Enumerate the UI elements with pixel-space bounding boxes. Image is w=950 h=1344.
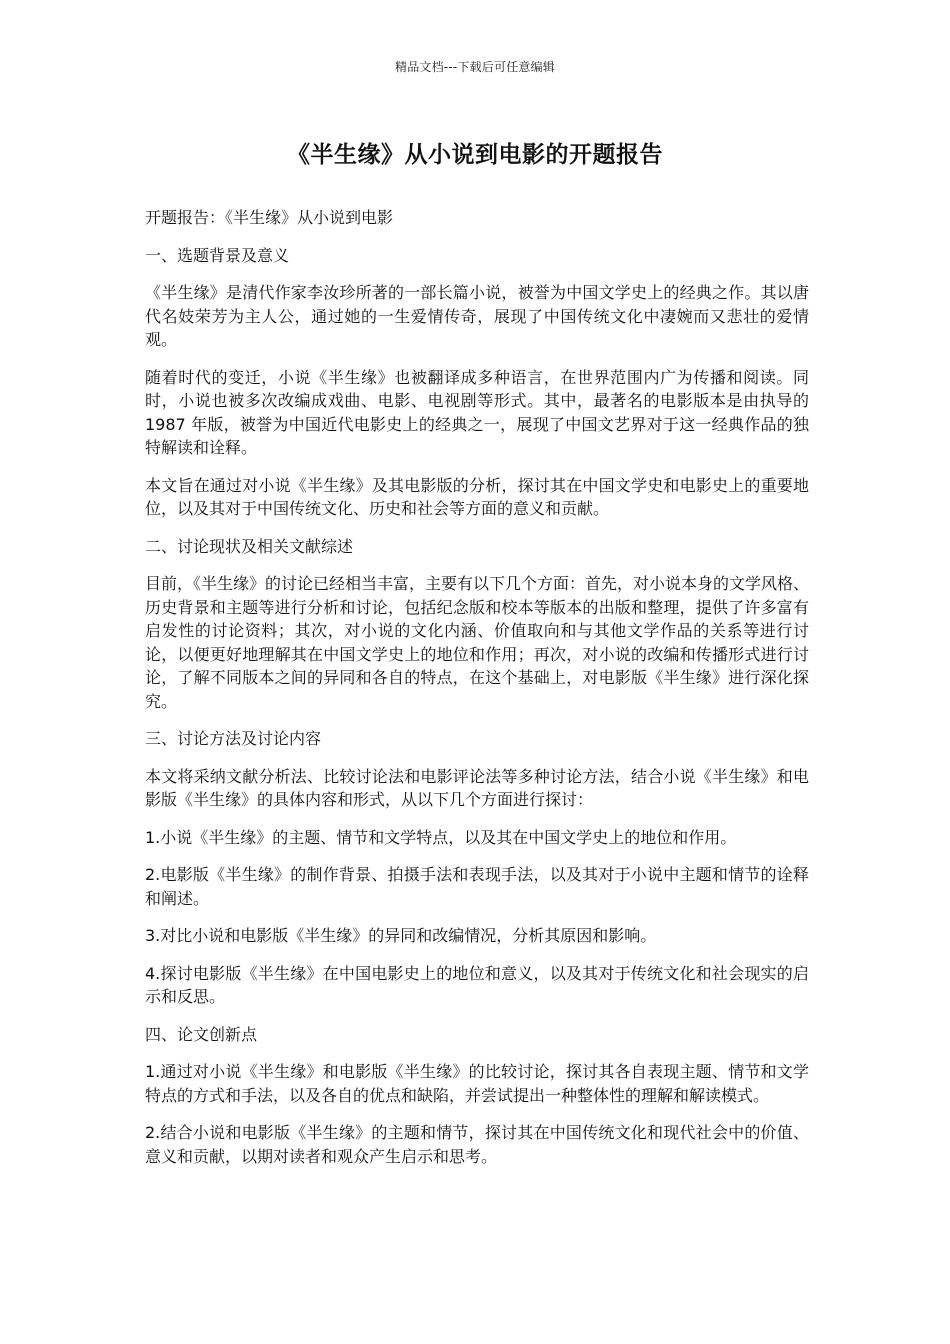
section-heading-innovation: 四、论文创新点 bbox=[145, 1024, 258, 1044]
document-title: 《半生缘》从小说到电影的开题报告 bbox=[287, 142, 663, 168]
list-item: 2.结合小说和电影版《半生缘》的主题和情节，探讨其在中国传统文化和现代社会中的价值、意义和贡献，以期对读者和观众产生启示和思考。 bbox=[145, 1123, 809, 1166]
list-item: 1.通过对小说《半生缘》和电影版《半生缘》的比较讨论，探讨其各自表现主题、情节和文学特点的方式和手法，以及各自的优点和缺陷，并尝试提出一种整体性的理解和解读模式。 bbox=[145, 1062, 809, 1105]
list-item: 1.小说《半生缘》的主题、情节和文学特点，以及其在中国文学史上的地位和作用。 bbox=[145, 827, 737, 847]
paragraph: 随着时代的变迁，小说《半生缘》也被翻译成多种语言，在世界范围内广为传播和阅读。同时，小说也被多次改编成戏曲、电影、电视剧等形式。其中，最著名的电影版本是由执导的 1987 年版，被誉为中国近代电影史上的经典之一，展现了中国文艺界对于这一经典作品的独特解读和诠释。 bbox=[145, 367, 809, 457]
section-heading-background: 一、选题背景及意义 bbox=[145, 245, 290, 265]
list-item: 4.探讨电影版《半生缘》在中国电影史上的地位和意义，以及其对于传统文化和社会现实的启示和反思。 bbox=[145, 963, 809, 1006]
paragraph: 本文旨在通过对小说《半生缘》及其电影版的分析，探讨其在中国文学史和电影史上的重要地位，以及其对于中国传统文化、历史和社会等方面的意义和贡献。 bbox=[145, 475, 809, 518]
header-note: 精品文档---下载后可任意编辑 bbox=[395, 60, 555, 74]
section-heading-methods: 三、讨论方法及讨论内容 bbox=[145, 729, 322, 748]
document-body bbox=[145, 206, 809, 1182]
report-subject: 开题报告：《半生缘》从小说到电影 bbox=[145, 208, 394, 227]
paragraph: 《半生缘》是清代作家李汝珍所著的一部长篇小说，被誉为中国文学史上的经典之作。其以唐代名妓荣芳为主人公，通过她的一生爱情传奇，展现了中国传统文化中凄婉而又悲壮的爱情观。 bbox=[145, 283, 809, 349]
paragraph: 本文将采纳文献分析法、比较讨论法和电影评论法等多种讨论方法，结合小说《半生缘》和电影版《半生缘》的具体内容和形式，从以下几个方面进行探讨： bbox=[145, 766, 809, 809]
section-heading-literature-review: 二、讨论现状及相关文献综述 bbox=[145, 536, 354, 556]
list-item: 3.对比小说和电影版《半生缘》的异同和改编情况，分析其原因和影响。 bbox=[145, 926, 657, 945]
paragraph: 目前，《半生缘》的讨论已经相当丰富，主要有以下几个方面：首先，对小说本身的文学风格、历史背景和主题等进行分析和讨论，包括纪念版和校本等版本的出版和整理，提供了许多富有启发性的讨论资料；其次，对小说的文化内涵、价值取向和与其他文学作品的关系等进行讨论，以便更好地理解其在中国文学史上的地位和作用；再次，对小说的改编和传播形式进行讨论，了解不同版本之间的异同和各自的特点，在这个基础上，对电影版《半生缘》进行深化探究。 bbox=[145, 574, 810, 711]
list-item: 2.电影版《半生缘》的制作背景、拍摄手法和表现手法，以及其对于小说中主题和情节的诠释和阐述。 bbox=[145, 865, 809, 908]
